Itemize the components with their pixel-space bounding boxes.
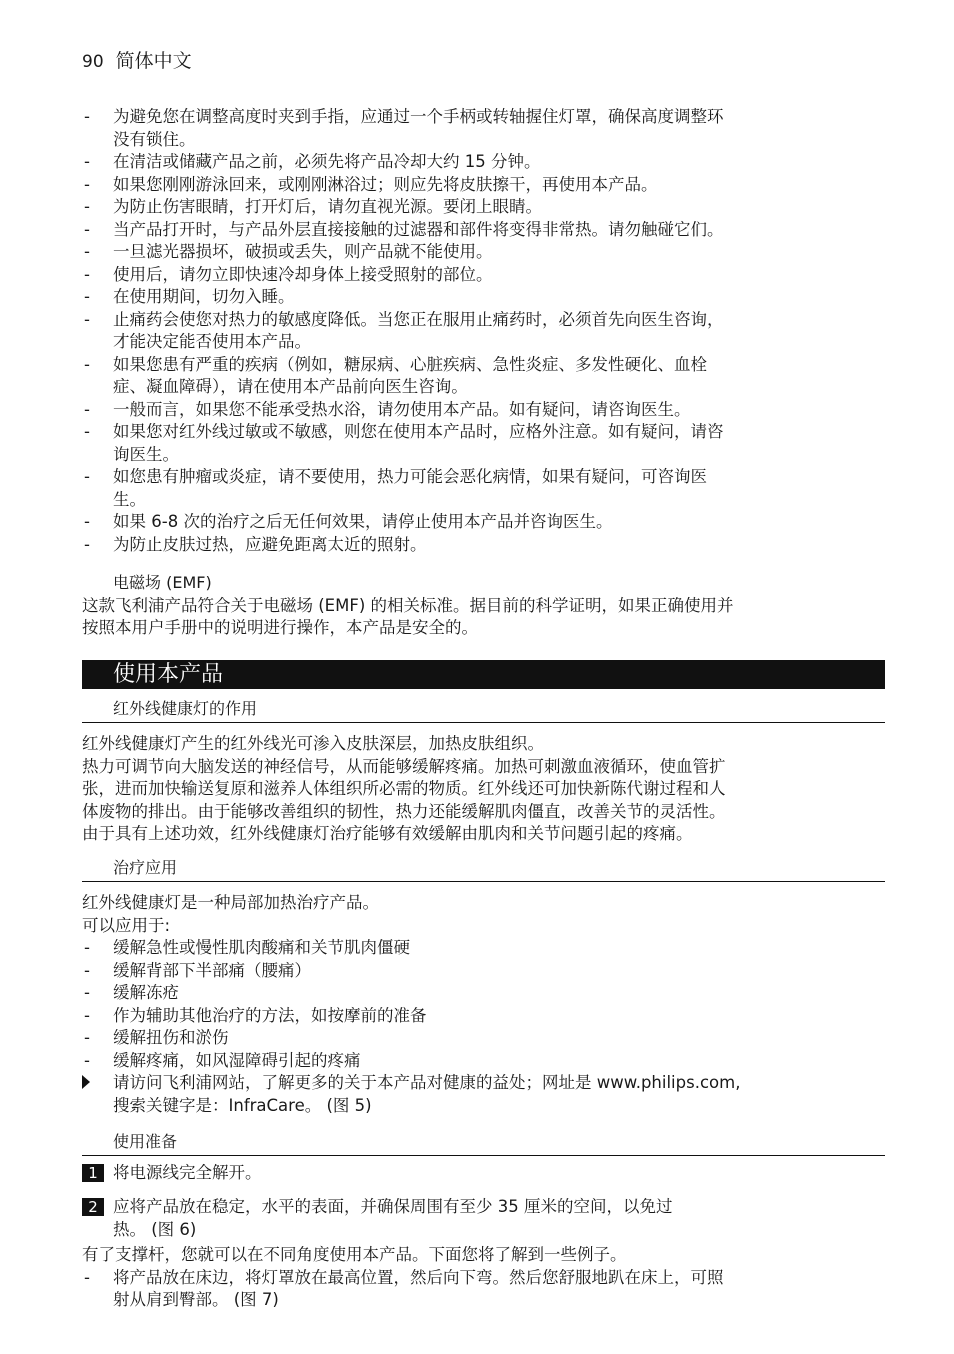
list-item-line: 射从肩到臀部。 (图 7) xyxy=(113,1290,279,1309)
list-item-line: 一旦滤光器损坏，破损或丢失，则产品就不能使用。 xyxy=(113,242,493,261)
dash-bullet-icon: - xyxy=(84,219,90,239)
list-item xyxy=(82,1267,887,1312)
dash-bullet-icon: - xyxy=(84,107,90,126)
section-title: 使用本产品 xyxy=(113,662,224,687)
list-item-line: 生。 xyxy=(113,489,146,509)
list-item-line: 缓解冻疮 xyxy=(113,983,179,1002)
list-item-line: 当产品打开时，与产品外层直接接触的过滤器和部件将变得非常热。请勿触碰它们。 xyxy=(113,219,724,239)
dash-bullet-icon: - xyxy=(84,960,90,980)
paragraph-line: 体废物的排出。由于能够改善组织的韧性，热力还能缓解肌肉僵直，改善关节的灵活性。 xyxy=(82,801,726,821)
paragraph-line: 有了支撑杆，您就可以在不同角度使用本产品。下面您将了解到一些例子。 xyxy=(82,1245,627,1264)
list-item xyxy=(82,151,882,174)
step-2 xyxy=(82,1196,887,1241)
list-item xyxy=(82,937,887,960)
page-header xyxy=(82,46,192,74)
step-line: 应将产品放在稳定，水平的表面，并确保周围有至少 35 厘米的空间，以免过 xyxy=(113,1197,673,1216)
list-item-line: 为避免您在调整高度时夹到手指，应通过一个手柄或转轴握住灯罩，确保高度调整环 xyxy=(113,107,724,126)
list-item-line: 为防止伤害眼睛，打开灯后，请勿直视光源。要闭上眼睛。 xyxy=(113,197,542,216)
dash-bullet-icon: - xyxy=(84,1028,90,1047)
dash-bullet-icon: - xyxy=(84,354,90,374)
dash-bullet-icon: - xyxy=(84,1050,90,1070)
list-item xyxy=(82,982,887,1005)
tip-line: 请访问飞利浦网站，了解更多的关于本产品对健康的益处；网址是 www.philips.com, xyxy=(113,1073,741,1092)
paragraph-line: 红外线健康灯产生的红外线光可渗入皮肤深层，加热皮肤组织。 xyxy=(82,734,544,753)
treatment-text xyxy=(82,892,887,1117)
list-item-line: 症、凝血障碍），请在使用本产品前向医生咨询。 xyxy=(113,377,468,396)
list-item xyxy=(82,466,882,511)
dash-bullet-icon: - xyxy=(84,1267,90,1287)
dash-bullet-icon: - xyxy=(84,264,90,284)
step-number-badge: 2 xyxy=(82,1198,104,1216)
paragraph-line: 红外线健康灯是一种局部加热治疗产品。 xyxy=(82,893,379,912)
list-item-line: 止痛药会使您对热力的敏感度降低。当您正在服用止痛药时，必须首先向医生咨询， xyxy=(113,309,724,329)
lamp-function-text xyxy=(82,733,887,846)
dash-bullet-icon: - xyxy=(84,287,90,306)
list-item xyxy=(82,174,882,197)
dash-bullet-icon: - xyxy=(84,197,90,216)
dash-bullet-icon: - xyxy=(84,467,90,486)
list-item xyxy=(82,399,882,422)
list-item xyxy=(82,264,882,287)
preparation-heading: 使用准备 xyxy=(113,1132,178,1151)
treatment-list xyxy=(82,937,887,1072)
paragraph-line: 由于具有上述功效，红外线健康灯治疗能够有效缓解由肌肉和关节问题引起的疼痛。 xyxy=(82,824,693,843)
list-item xyxy=(82,309,882,354)
list-item-line: 如果您对红外线过敏或不敏感，则您在使用本产品时，应格外注意。如有疑问，请咨 xyxy=(113,422,724,441)
page-number: 90 xyxy=(82,52,104,72)
paragraph-line: 热力可调节向大脑发送的神经信号，从而能够缓解疼痛。加热可刺激血液循环，使血管扩 xyxy=(82,756,726,776)
list-item-line: 使用后，请勿立即快速冷却身体上接受照射的部位。 xyxy=(113,264,493,284)
list-item-line: 作为辅助其他治疗的方法，如按摩前的准备 xyxy=(113,1005,427,1025)
list-item xyxy=(82,1050,887,1073)
list-item xyxy=(82,534,882,557)
step-line: 热。 (图 6) xyxy=(113,1219,197,1239)
list-item-line: 询医生。 xyxy=(113,444,179,464)
arrow-bullet-icon xyxy=(82,1075,90,1089)
list-item xyxy=(82,354,882,399)
list-item-line: 如您患有肿瘤或炎症，请不要使用，热力可能会恶化病情，如果有疑问，可咨询医 xyxy=(113,467,707,486)
preparation-note xyxy=(82,1244,887,1312)
step-number-badge: 1 xyxy=(82,1164,104,1182)
dash-bullet-icon: - xyxy=(84,422,90,441)
list-item-line: 缓解背部下半部痛（腰痛） xyxy=(113,960,311,980)
list-item xyxy=(82,241,882,264)
paragraph-line: 可以应用于: xyxy=(82,915,171,935)
list-item-line: 缓解疼痛，如风湿障碍引起的疼痛 xyxy=(113,1050,361,1070)
list-item-line: 才能决定能否使用本产品。 xyxy=(113,332,311,351)
dash-bullet-icon: - xyxy=(84,309,90,329)
list-item xyxy=(82,219,882,242)
tip-item xyxy=(82,1072,887,1117)
list-item-line: 为防止皮肤过热，应避免距离太近的照射。 xyxy=(113,534,427,554)
list-item-line: 在使用期间，切勿入睡。 xyxy=(113,287,295,306)
dash-bullet-icon: - xyxy=(84,938,90,957)
subsection-heading xyxy=(82,857,885,882)
list-item xyxy=(82,106,882,151)
emf-text-line: 按照本用户手册中的说明进行操作，本产品是安全的。 xyxy=(82,618,478,637)
language-label: 简体中文 xyxy=(115,50,192,72)
list-item-line: 如果 6-8 次的治疗之后无任何效果，请停止使用本产品并咨询医生。 xyxy=(113,512,613,531)
subsection-heading xyxy=(82,698,885,723)
list-item-line: 没有锁住。 xyxy=(113,129,196,149)
list-item-line: 一般而言，如果您不能承受热水浴，请勿使用本产品。如有疑问，请咨询医生。 xyxy=(113,399,691,419)
list-item-line: 将产品放在床边，将灯罩放在最高位置，然后向下弯。然后您舒服地趴在床上，可照 xyxy=(113,1267,724,1287)
dash-bullet-icon: - xyxy=(84,983,90,1002)
step-line: 将电源线完全解开。 xyxy=(113,1163,262,1182)
dash-bullet-icon: - xyxy=(84,399,90,419)
list-item xyxy=(82,1027,887,1050)
emf-heading: 电磁场 (EMF) xyxy=(113,573,212,592)
section-title-bar xyxy=(82,660,885,689)
paragraph-line: 张，进而加快输送复原和滋养人体组织所必需的物质。红外线还可加快新陈代谢过程和人 xyxy=(82,779,726,798)
dash-bullet-icon: - xyxy=(84,534,90,554)
list-item xyxy=(82,960,887,983)
dash-bullet-icon: - xyxy=(84,152,90,171)
list-item-line: 在清洁或储藏产品之前，必须先将产品冷却大约 15 分钟。 xyxy=(113,152,541,171)
preparation-list xyxy=(82,1267,887,1312)
dash-bullet-icon: - xyxy=(84,512,90,531)
subsection-heading xyxy=(82,1131,885,1156)
treatment-heading: 治疗应用 xyxy=(113,858,178,877)
dash-bullet-icon: - xyxy=(84,242,90,261)
list-item-line: 如果您患有严重的疾病（例如，糖尿病、心脏疾病、急性炎症、多发性硬化、血栓 xyxy=(113,354,707,374)
dash-bullet-icon: - xyxy=(84,174,90,194)
step-1 xyxy=(82,1162,887,1185)
list-item xyxy=(82,286,882,309)
warning-list xyxy=(82,106,882,556)
list-item xyxy=(82,511,882,534)
tip-line: 搜索关键字是：InfraCare。 (图 5) xyxy=(113,1095,372,1115)
list-item-line: 缓解扭伤和淤伤 xyxy=(113,1028,229,1047)
list-item xyxy=(82,421,882,466)
dash-bullet-icon: - xyxy=(84,1005,90,1025)
lamp-function-heading: 红外线健康灯的作用 xyxy=(113,699,258,718)
list-item-line: 缓解急性或慢性肌肉酸痛和关节肌肉僵硬 xyxy=(113,938,410,957)
emf-text-line: 这款飞利浦产品符合关于电磁场 (EMF) 的相关标准。据目前的科学证明，如果正确使用并 xyxy=(82,595,734,615)
list-item xyxy=(82,1005,887,1028)
list-item-line: 如果您刚刚游泳回来，或刚刚淋浴过；则应先将皮肤擦干，再使用本产品。 xyxy=(113,174,658,194)
emf-section xyxy=(82,572,887,640)
list-item xyxy=(82,196,882,219)
